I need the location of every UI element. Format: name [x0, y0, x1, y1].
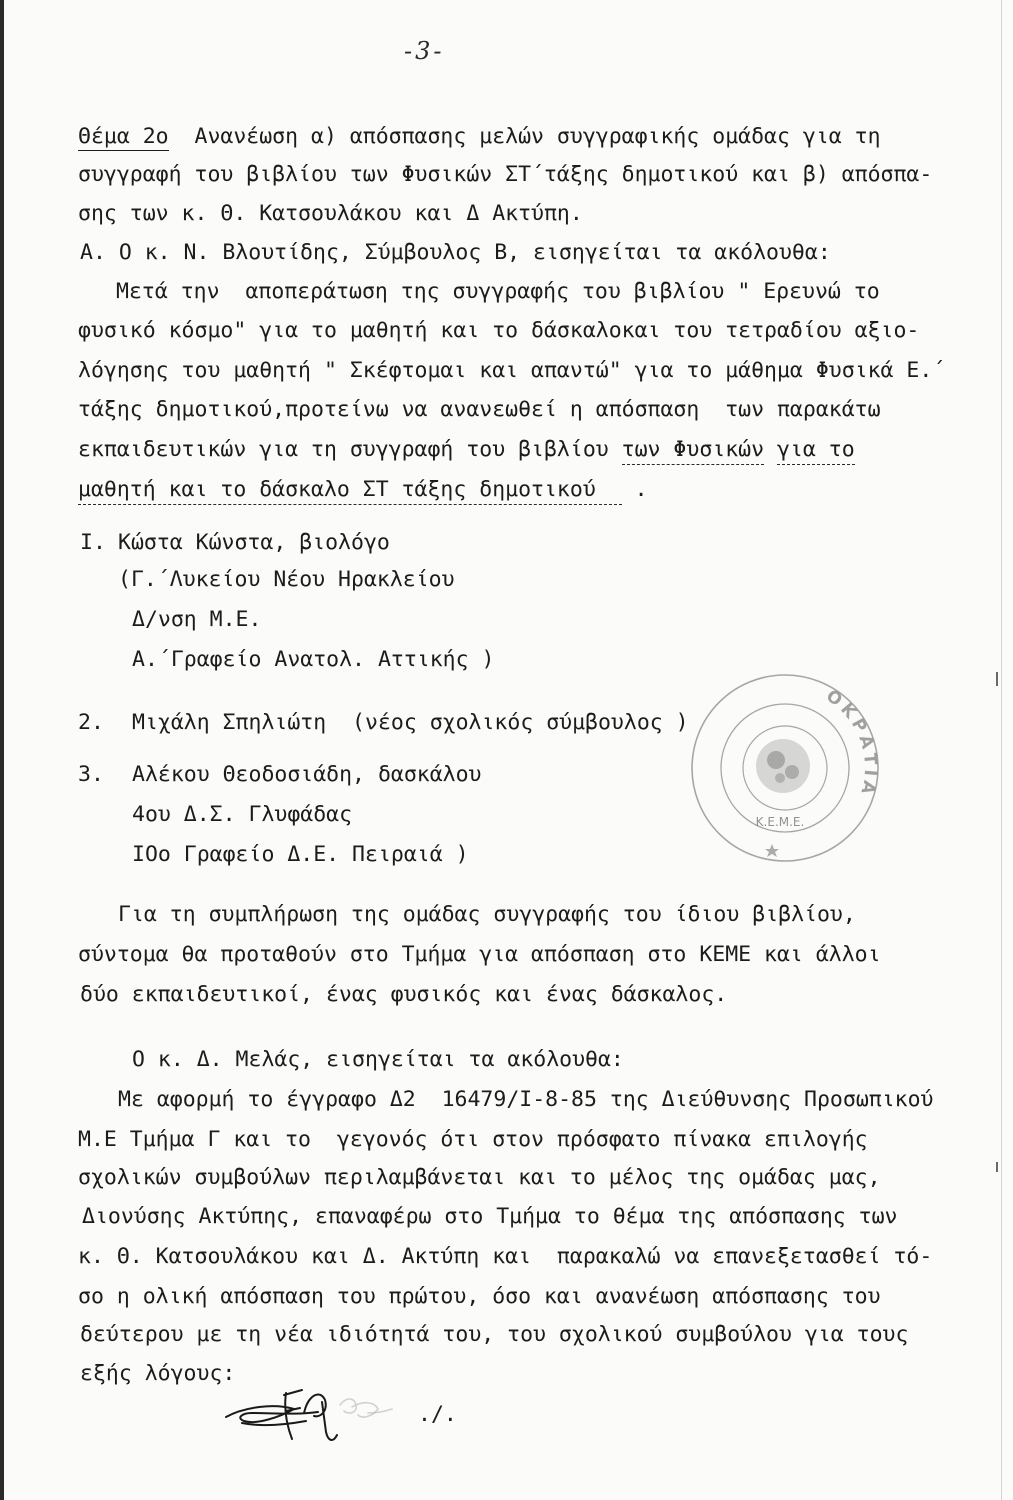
teacher-name: Κώστα Κώνστα, βιολόγο	[118, 530, 390, 555]
teacher-number: 3.	[78, 762, 104, 787]
stamp-arc-text-path: ΟΚΡΑΤΙΑ	[822, 686, 881, 800]
topic-line-3: σης των κ. Θ. Κατσουλάκου και Δ Ακτύπη.	[78, 201, 583, 226]
stamp-star-icon	[765, 844, 779, 857]
proposal-b-line: Μ.Ε Τμήμα Γ και το γεγονός ότι στον πρόσφατο πίνακα επιλογής	[78, 1127, 868, 1152]
topic-title-rest: Ανανέωση α) απόσπασης μελών συγγραφικής ομάδας για τη	[168, 124, 881, 149]
page-number: -3-	[404, 37, 445, 65]
proposal-a-line: λόγησης του μαθητή " Σκέφτομαι και απαντώ" για το μάθημα Φυσικά Ε.΄	[78, 358, 946, 383]
proposal-b-line: Διονύσης Ακτύπης, επαναφέρω στο Τμήμα το θέμα της απόσπασης των	[82, 1204, 898, 1229]
page-edge-left	[0, 0, 4, 1500]
teacher-detail: (Γ.΄Λυκείου Νέου Ηρακλείου	[118, 567, 455, 592]
underlined-text: για το	[777, 437, 855, 465]
stamp-emblem-icon	[756, 739, 810, 793]
teacher-detail: IOo Γραφείο Δ.Ε. Πειραιά )	[132, 842, 469, 867]
proposal-a-heading: Α. Ο κ. Ν. Βλουτίδης, Σύμβουλος Β, εισηγείται τα ακόλουθα:	[80, 240, 831, 265]
proposal-b-line: σχολικών συμβούλων περιλαμβάνεται και το μέλος της ομάδας μας,	[78, 1165, 881, 1190]
margin-mark	[996, 672, 998, 686]
margin-mark	[996, 1162, 998, 1172]
teacher-number: 2.	[78, 710, 104, 735]
stamp-center-text: Κ.Ε.Μ.Ε.	[755, 815, 805, 829]
teacher-number: I.	[80, 530, 106, 555]
stamp-arc-text	[822, 686, 880, 800]
teacher-name: Αλέκου Θεοδοσιάδη, δασκάλου	[132, 762, 482, 787]
proposal-b-line: δεύτερου με τη νέα ιδιότητά του, του σχολικού συμβούλου για τους	[80, 1322, 909, 1347]
underlined-text: μαθητή και το δάσκαλο ΣΤ τάξης δημοτικού	[78, 477, 622, 505]
proposal-a-line: Μετά την αποπεράτωση της συγγραφής του βιβλίου " Ερευνώ το	[116, 279, 880, 304]
completion-line: δύο εκπαιδευτικοί, ένας φυσικός και ένας δάσκαλος.	[80, 982, 728, 1007]
underlined-text: των Φυσικών	[622, 437, 764, 465]
proposal-a-line-9	[78, 436, 855, 464]
completion-line: Για τη συμπλήρωση της ομάδας συγγραφής του ίδιου βιβλίου,	[118, 902, 856, 927]
teacher-detail: Α.΄Γραφείο Ανατολ. Αττικής )	[132, 647, 495, 672]
proposal-b-line: κ. Θ. Κατσουλάκου και Δ. Ακτύπη και παρακαλώ να επανεξετασθεί τό-	[78, 1244, 933, 1269]
teacher-detail: Δ/νση Μ.Ε.	[132, 607, 262, 632]
proposal-a-line: φυσικό κόσμο" για το μαθητή και το δάσκαλοκαι του τετραδίου αξιο-	[78, 318, 920, 343]
topic-title: Θέμα 2ο	[78, 124, 169, 149]
continuation-mark: ./.	[418, 1402, 457, 1427]
page-edge-right	[1001, 0, 1002, 1500]
line-text: .	[621, 477, 648, 502]
proposal-b-line: Με αφορμή το έγγραφο Δ2 16479/I-8-85 της Διεύθυνσης Προσωπικού	[118, 1087, 934, 1112]
proposal-b-heading: Ο κ. Δ. Μελάς, εισηγείται τα ακόλουθα:	[132, 1047, 624, 1072]
line-text: εκπαιδευτικών για τη συγγραφή του βιβλίου	[78, 437, 622, 462]
proposal-b-line: σο η ολική απόσπαση του πρώτου, όσο και ανανέωση απόσπασης του	[78, 1284, 881, 1309]
official-stamp	[680, 668, 890, 868]
teacher-name: Μιχάλη Σπηλιώτη (νέος σχολικός σύμβουλος )	[132, 710, 689, 735]
topic-line-2: συγγραφή του βιβλίου των Φυσικών ΣΤ΄τάξης δημοτικού και β) απόσπα-	[78, 162, 933, 187]
proposal-b-line: εξής λόγους:	[80, 1361, 236, 1386]
teacher-detail: 4ου Δ.Σ. Γλυφάδας	[132, 802, 353, 827]
topic-line-1	[78, 123, 881, 151]
signature	[222, 1383, 412, 1453]
proposal-a-line-10	[78, 476, 648, 504]
completion-line: σύντομα θα προταθούν στο Τμήμα για απόσπαση στο ΚΕΜΕ και άλλοι	[78, 942, 881, 967]
proposal-a-line: τάξης δημοτικού,προτείνω να ανανεωθεί η απόσπαση των παρακάτω	[78, 397, 881, 422]
